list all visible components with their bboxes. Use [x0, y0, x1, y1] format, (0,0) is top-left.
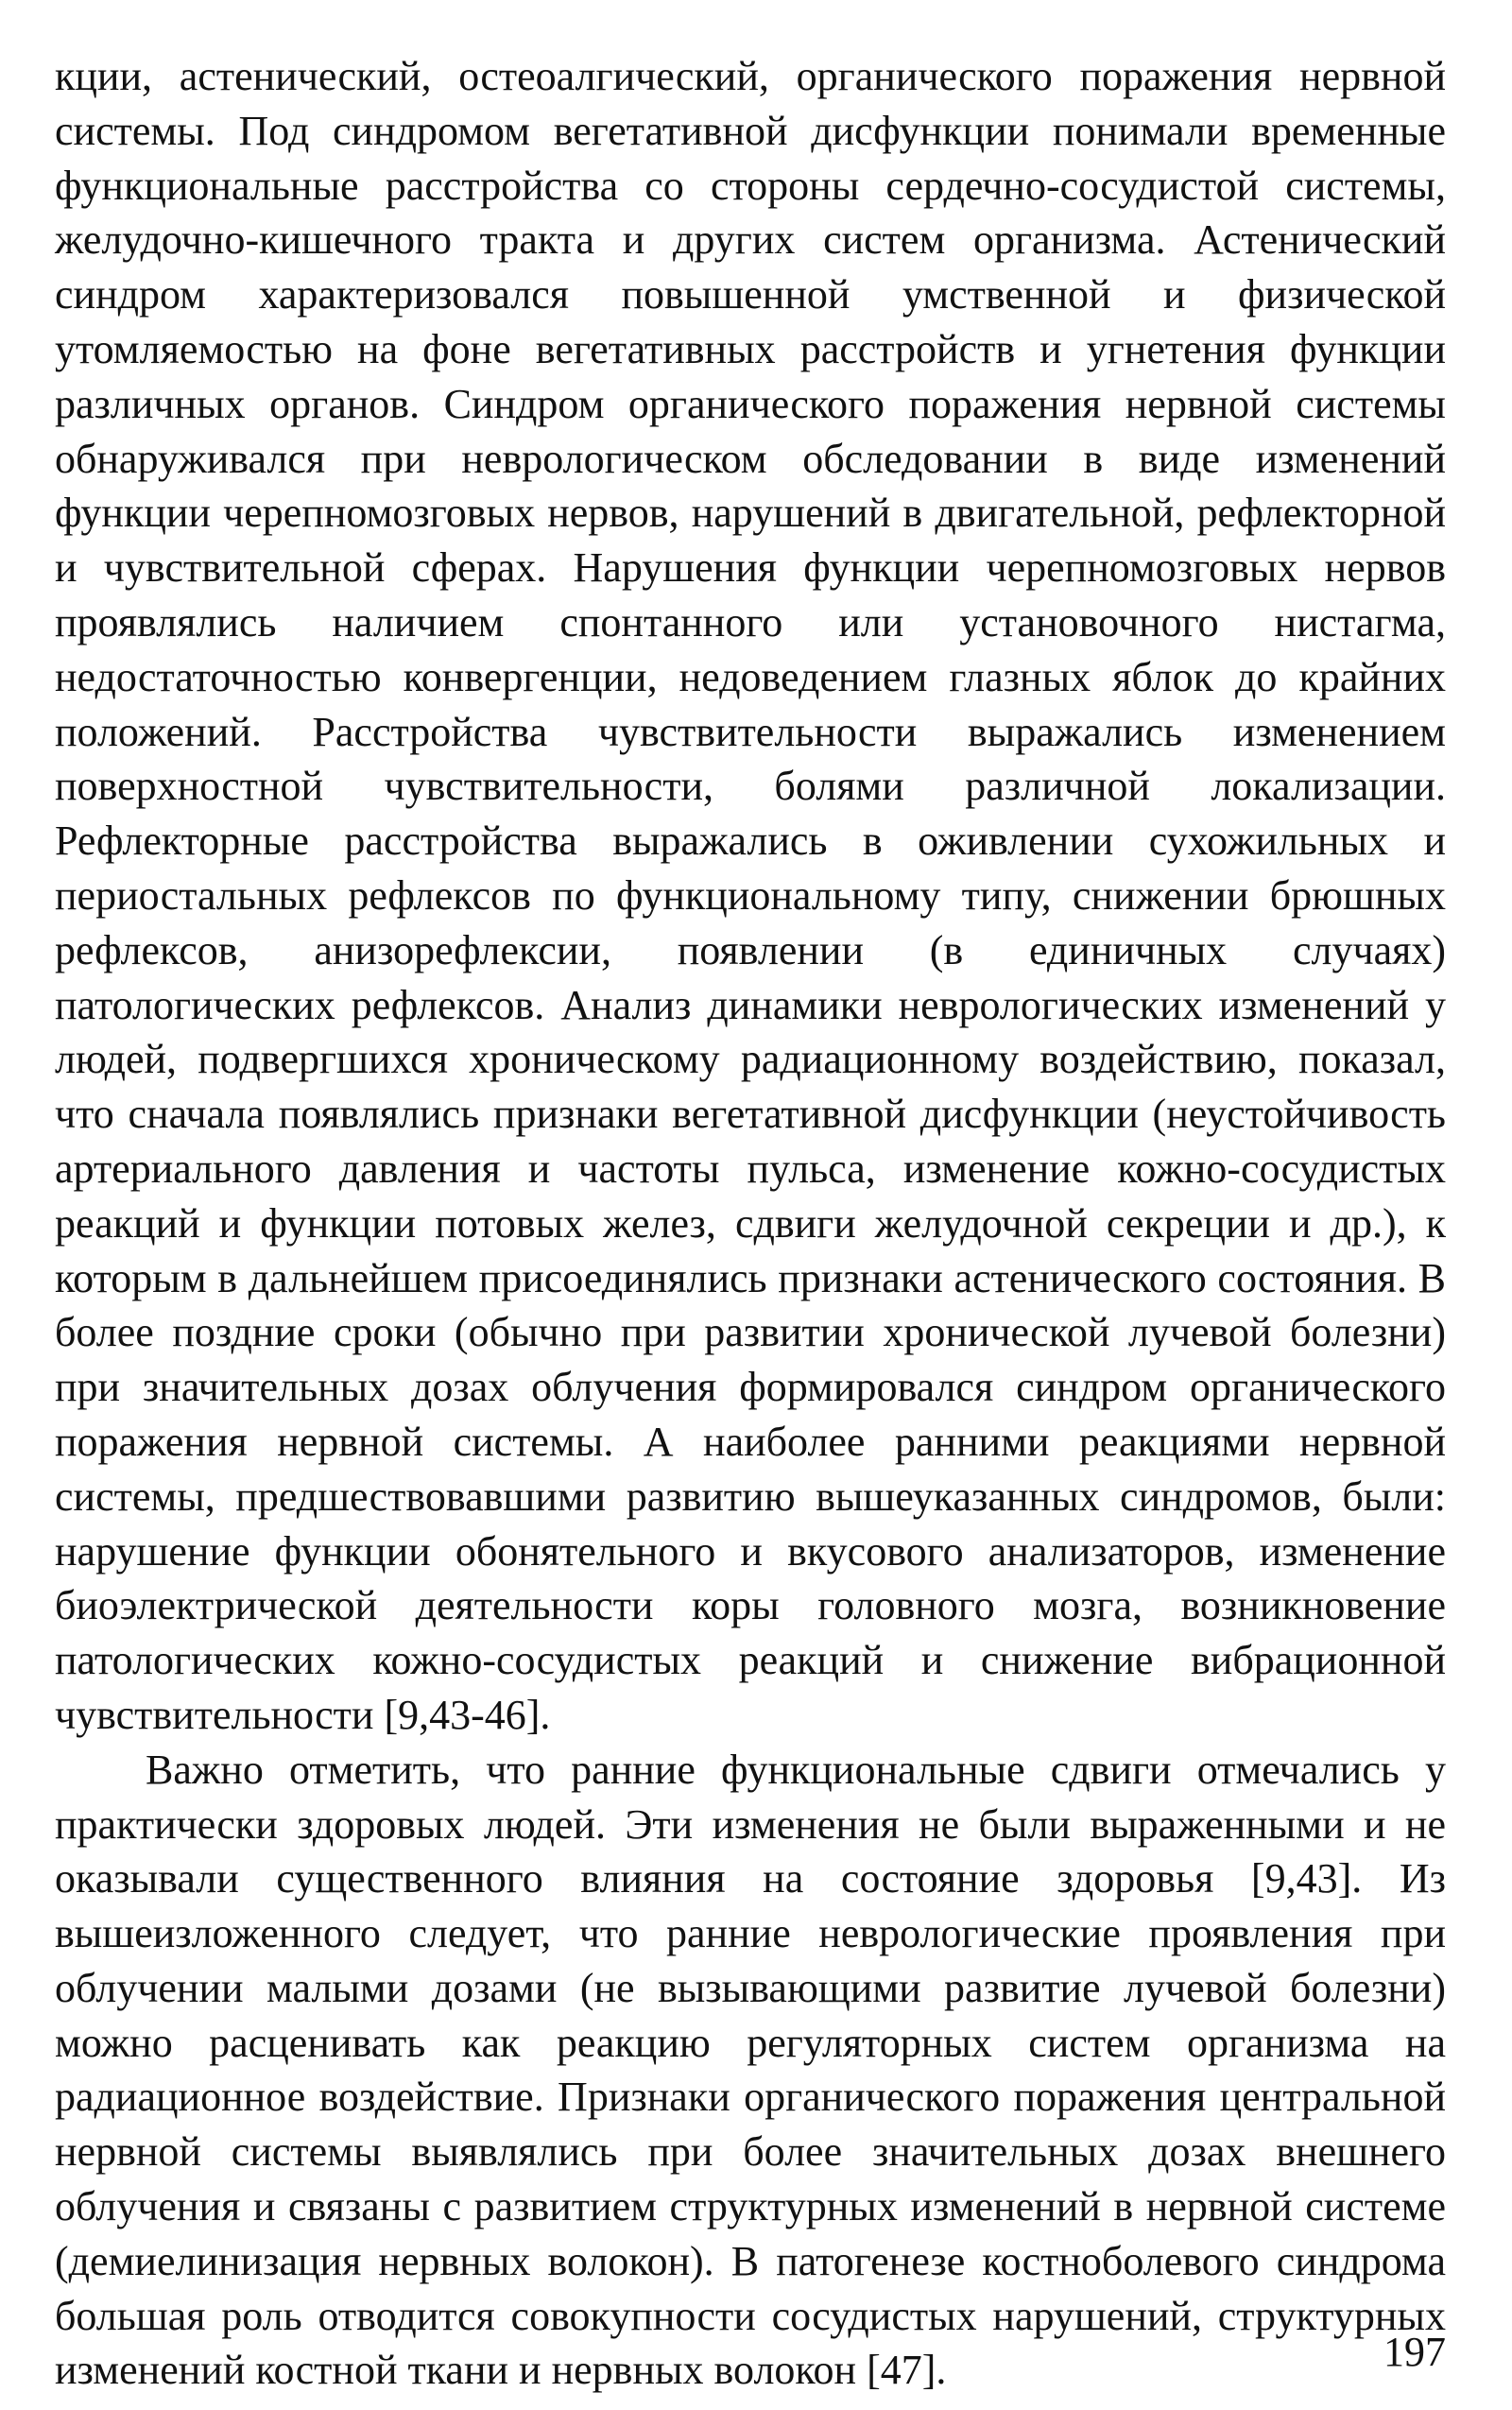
body-text	[55, 49, 1446, 2398]
page-number: 197	[1383, 2329, 1446, 2375]
paragraph-2: Важно отметить, что ранние функциональные сдвиги отмечались у практически здоровых людей. Эти изменения не были выраженными и не оказывали существенного влияния на состояние здоровья [9,43]. Из вышеизложенного следует, что ранние неврологические проявления при облучении малыми дозами (не вызывающими развитие лучевой болезни) можно расценивать как реакцию регуляторных систем организма на радиационное воздействие. Признаки органического поражения центральной нервной системы выявлялись при более значительных дозах внешнего облучения и связаны с развитием структурных изменений в нервной системе (демиелинизация нервных волокон). В патогенезе костноболевого синдрома большая роль отводится совокупности сосудистых нарушений, структурных изменений костной ткани и нервных волокон [47].	[55, 1746, 1446, 2394]
paragraph-1: кции, астенический, остеоалгический, органического поражения нервной системы. Под синдромом вегетативной дисфункции понимали временные функциональные расстройства со стороны сердечно-сосудистой системы, желудочно-кишечного тракта и других систем организма. Астенический синдром характеризовался повышенной умственной и физической утомляемостью на фоне вегетативных расстройств и угнетения функции различных органов. Синдром органического поражения нервной системы обнаруживался при неврологическом обследовании в виде изменений функции черепномозговых нервов, нарушений в двигательной, рефлекторной и чувствительной сферах. Нарушения функции черепномозговых нервов проявлялись наличием спонтанного или установочного нистагма, недостаточностью конвергенции, недоведением глазных яблок до крайних положений. Расстройства чувствительности выражались изменением поверхностной чувствительности, болями различной локализации. Рефлекторные расстройства выражались в оживлении сухожильных и периостальных рефлексов по функциональному типу, снижении брюшных рефлексов, анизорефлексии, появлении (в единичных случаях) патологических рефлексов. Анализ динамики неврологических изменений у людей, подвергшихся хроническому радиационному воздействию, показал, что сначала появлялись признаки вегетативной дисфункции (неустойчивость артериального давления и частоты пульса, изменение кожно-сосудистых реакций и функции потовых желез, сдвиги желудочной секреции и др.), к которым в дальнейшем присоединялись признаки астенического состояния. В более поздние сроки (обычно при развитии хронической лучевой болезни) при значительных дозах облучения формировался синдром органического поражения нервной системы. А наиболее ранними реакциями нервной системы, предшествовавшими развитию вышеуказанных синдромов, были: нарушение функции обонятельного и вкусового анализаторов, изменение биоэлектрической деятельности коры головного мозга, возникновение патологических кожно-сосудистых реакций и снижение вибрационной чувствительности [9,43-46].	[55, 53, 1446, 1738]
